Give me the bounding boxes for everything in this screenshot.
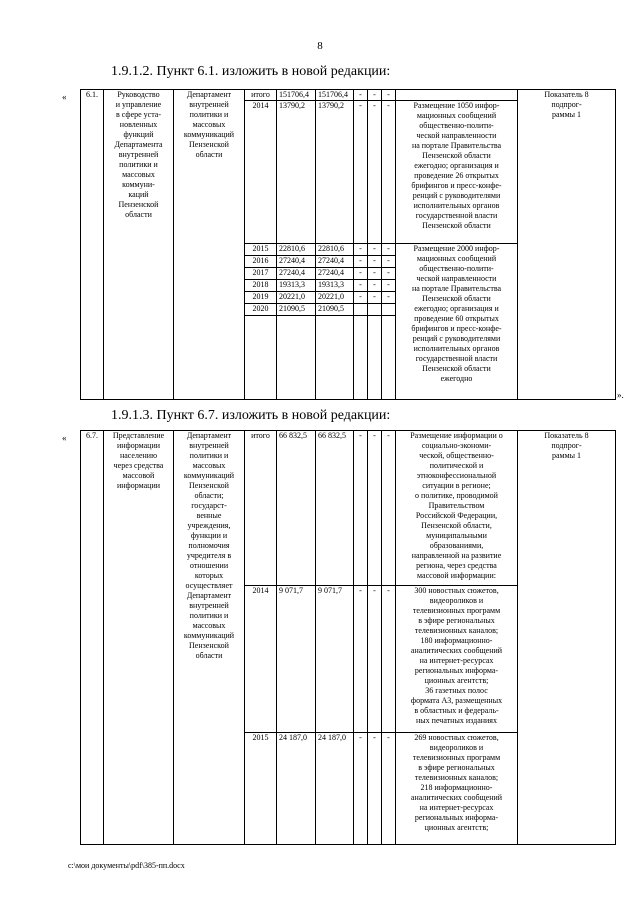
empty-result-cell	[396, 90, 518, 101]
close-quote-1: ».	[617, 390, 624, 400]
regional-cell: 151706,4	[316, 90, 354, 101]
result-2015-2020: Размещение 2000 инфор- мационных сообщений общественно-полити- ческой направленности на портале Правительства Пензенской области ежегодно; организация и проведение 60 открытых брифингов и пресс-конфе- ренций с руководителями исполнительных органов государственной власти Пензенской области ежегодно	[396, 244, 518, 400]
total-cell: 20221,0	[277, 292, 316, 304]
section-heading-6-7: 1.9.1.3. Пункт 6.7. изложить в новой редакции:	[111, 408, 391, 423]
dash-cell: -	[354, 90, 368, 101]
dash-cell: -	[368, 280, 382, 292]
indicator-cell: Показатель 8 подпрог- раммы 1	[518, 431, 616, 845]
dash-cell: -	[354, 268, 368, 280]
dash-cell: -	[382, 268, 396, 280]
item-executor: Департамент внутренней политики и массовых коммуникаций Пензенской области	[174, 90, 245, 400]
year-cell: 2019	[245, 292, 277, 304]
total-cell: 66 832,5	[277, 431, 316, 586]
dash-cell: -	[368, 101, 382, 244]
item-number: 6.1.	[81, 90, 104, 400]
year-cell: итого	[245, 431, 277, 586]
dash-cell: -	[354, 280, 368, 292]
total-cell: 27240,4	[277, 256, 316, 268]
dash-cell: -	[354, 256, 368, 268]
item-name: Руководство и управление в сфере уста- новленных функций Департамента внутренней политики и массовых коммуни- каций Пензенской области	[104, 90, 174, 400]
item-name: Представление информации населению через средства массовой информации	[104, 431, 174, 845]
dash-cell: -	[368, 90, 382, 101]
dash-cell: -	[354, 431, 368, 586]
result-2014: Размещение 1050 инфор- мационных сообщений общественно-полити- ческой направленности на портале Правительства Пензенской области ежегодно; организация и проведение 26 открытых брифингов и пресс-конфе- ренций с руководителями исполнительных органов государственной власти Пензенской области	[396, 101, 518, 244]
table-item-6-1	[80, 89, 616, 400]
result-total: Размещение информации о социально-экономи- ческой, общественно- политической и этноконфессиональной ситуации в регионе; о политике, проводимой Правительством Российской Федерации, Пензенской области, муниципальными образованиями, направленной на развитие региона, через средства массовой информации:	[396, 431, 518, 586]
dash-cell	[354, 304, 368, 316]
dash-cell: -	[354, 244, 368, 256]
year-cell: 2017	[245, 268, 277, 280]
total-cell: 19313,3	[277, 280, 316, 292]
total-cell: 27240,4	[277, 268, 316, 280]
total-cell: 9 071,7	[277, 586, 316, 733]
regional-cell: 22810,6	[316, 244, 354, 256]
dash-cell	[368, 304, 382, 316]
total-cell: 22810,6	[277, 244, 316, 256]
dash-cell: -	[382, 586, 396, 733]
regional-cell: 66 832,5	[316, 431, 354, 586]
dash-cell: -	[354, 586, 368, 733]
dash-cell: -	[382, 733, 396, 845]
year-cell: 2018	[245, 280, 277, 292]
page-number: 8	[317, 40, 323, 52]
item-executor: Департамент внутренней политики и массовых коммуникаций Пензенской области; государст- венные учреждения, функции и полномочия учредителя в отношении которых осуществляет Департамент внутренней политики и массовых коммуникаций Пензенской области	[174, 431, 245, 845]
result-2014: 300 новостных сюжетов, видеороликов и телевизионных программ в эфире региональных телевизионных каналов; 180 информационно- аналитических сообщений на интернет-ресурсах региональных информа- ционных агентств; 36 газетных полос формата А3, размещенных в областных и федераль- ных печатных изданиях	[396, 586, 518, 733]
section-heading-6-1: 1.9.1.2. Пункт 6.1. изложить в новой редакции:	[111, 64, 391, 79]
regional-cell: 13790,2	[316, 101, 354, 244]
total-cell: 24 187,0	[277, 733, 316, 845]
dash-cell: -	[368, 586, 382, 733]
dash-cell: -	[354, 733, 368, 845]
total-cell: 13790,2	[277, 101, 316, 244]
dash-cell: -	[368, 244, 382, 256]
regional-cell: 24 187,0	[316, 733, 354, 845]
dash-cell: -	[368, 256, 382, 268]
dash-cell: -	[382, 244, 396, 256]
dash-cell: -	[382, 280, 396, 292]
dash-cell: -	[382, 256, 396, 268]
dash-cell: -	[354, 101, 368, 244]
dash-cell: -	[368, 431, 382, 586]
year-cell: 2015	[245, 733, 277, 845]
result-2015: 269 новостных сюжетов, видеороликов и телевизионных программ в эфире региональных телевизионных каналов; 218 информационно- аналитических сообщений на интернет-ресурсах региональных информа- ционных агентств;	[396, 733, 518, 845]
dash-cell: -	[382, 101, 396, 244]
file-path-footer: c:\мои документы\pdf\385-пп.docx	[68, 861, 185, 870]
year-cell: 2016	[245, 256, 277, 268]
indicator-cell: Показатель 8 подпрог- раммы 1	[518, 90, 616, 400]
dash-cell: -	[382, 90, 396, 101]
regional-cell: 19313,3	[316, 280, 354, 292]
item-number: 6.7.	[81, 431, 104, 845]
dash-cell: -	[354, 292, 368, 304]
regional-cell: 27240,4	[316, 256, 354, 268]
dash-cell: -	[368, 292, 382, 304]
dash-cell: -	[368, 733, 382, 845]
dash-cell: -	[368, 268, 382, 280]
total-cell: 21090,5	[277, 304, 316, 316]
regional-cell: 21090,5	[316, 304, 354, 316]
open-quote-1: «	[62, 92, 67, 102]
year-cell: 2015	[245, 244, 277, 256]
total-cell: 151706,4	[277, 90, 316, 101]
regional-cell: 9 071,7	[316, 586, 354, 733]
dash-cell: -	[382, 292, 396, 304]
table-item-6-7	[80, 430, 616, 845]
year-cell: итого	[245, 90, 277, 101]
regional-cell: 20221,0	[316, 292, 354, 304]
year-cell: 2014	[245, 101, 277, 244]
open-quote-2: «	[62, 433, 67, 443]
year-cell: 2014	[245, 586, 277, 733]
year-cell: 2020	[245, 304, 277, 316]
regional-cell: 27240,4	[316, 268, 354, 280]
dash-cell	[382, 304, 396, 316]
dash-cell: -	[382, 431, 396, 586]
